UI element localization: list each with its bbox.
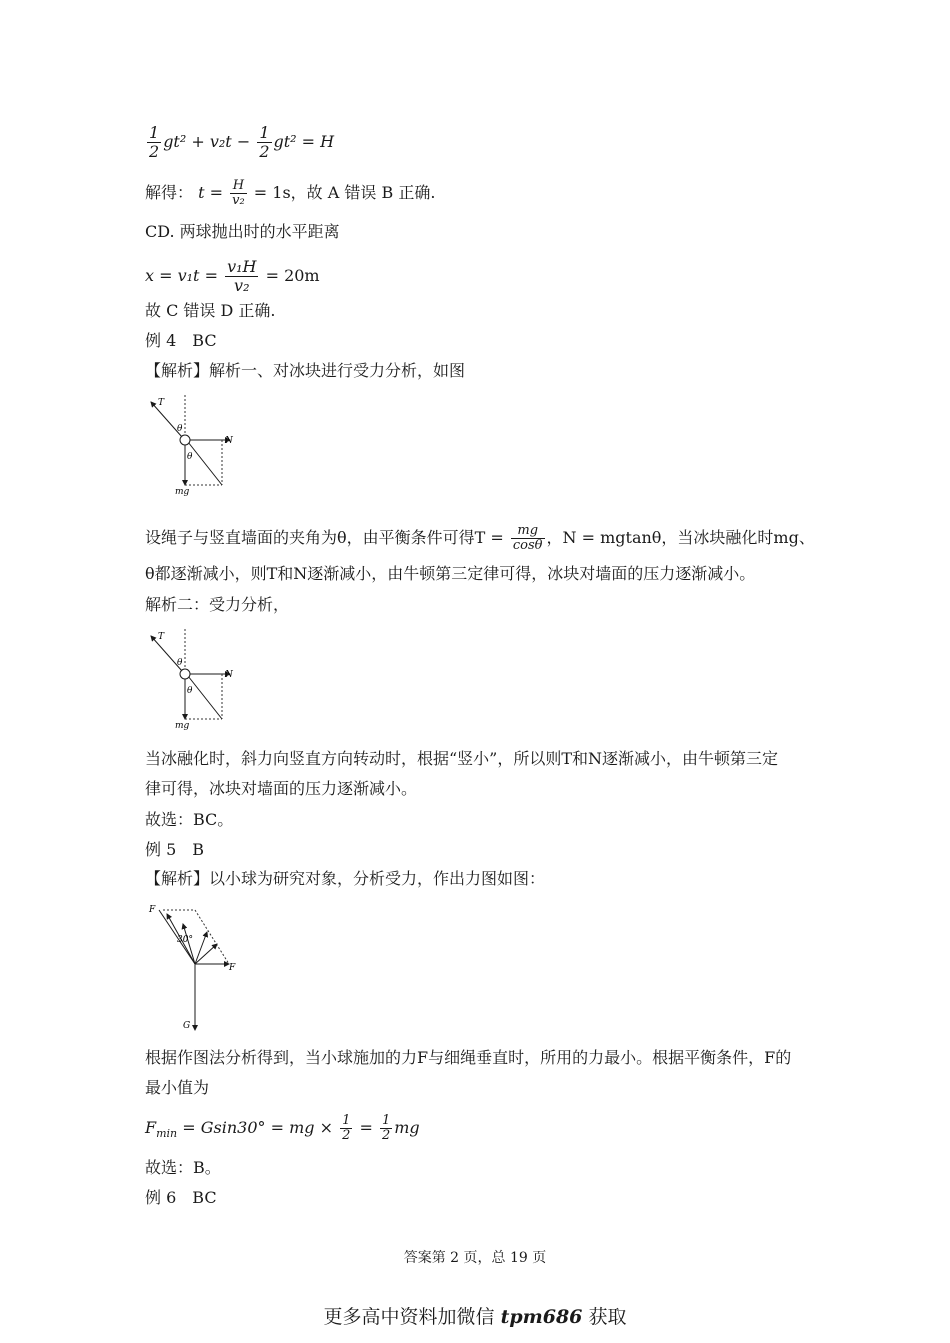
label-mg: mg	[175, 721, 190, 731]
example-4-paragraph-2: 当冰融化时，斜力向竖直方向转动时，根据“竖小”，所以则T和N逐渐减小，由牛顿第三定	[145, 749, 779, 768]
horizontal-distance-equation: x = v₁t = $\frac{\text{v₁H}}{\text{v₂}}$ = 20m	[145, 257, 320, 295]
wechat-id: tpm686	[500, 1306, 583, 1328]
example-4-choice: 故选：BC。	[145, 810, 234, 829]
dashed-side	[195, 910, 229, 964]
example-4-paragraph-1: 设绳子与竖直墙面的夹角为θ，由平衡条件可得T = $\frac{mg}{\cos\theta}$ ，N = mgtanθ，当冰块融化时mg、	[145, 523, 815, 553]
label-theta-2: θ	[187, 452, 193, 462]
example-4-answer: 例 4 BC	[145, 331, 217, 350]
resultant-line	[188, 676, 222, 719]
page-footer: 答案第 2 页，总 19 页	[403, 1250, 547, 1266]
resultant-line	[188, 442, 222, 485]
label-theta-2: θ	[187, 686, 193, 696]
label-T: T	[158, 632, 165, 642]
ice-block	[180, 669, 190, 679]
cd-intro: CD. 两球抛出时的水平距离	[145, 222, 340, 241]
label-angle-30: 30°	[177, 935, 193, 945]
promo-banner: 更多高中资料加微信 tpm686 获取	[323, 1306, 627, 1328]
ice-block	[180, 435, 190, 445]
fmin-equation: $F_{min} = Gsin30^\circ$ = mg × $\frac{1}{2}$ = $\frac{1}{2}$ mg	[145, 1113, 420, 1143]
label-N: N	[225, 670, 233, 680]
cd-conclusion: 故 C 错误 D 正确.	[145, 301, 276, 320]
label-theta-1: θ	[177, 658, 183, 668]
force-diagram-3	[145, 900, 245, 1035]
example-5-paragraph-cont: 最小值为	[145, 1078, 210, 1097]
force-diagram-2	[145, 627, 245, 732]
solve-t-line: 解得： t = $\frac{H}{\text{v₂}}$ = 1s，故 A 错误 B 正确.	[145, 178, 436, 208]
example-4-analysis-heading: 【解析】解析一、对冰块进行受力分析，如图	[145, 361, 466, 380]
label-N: N	[225, 436, 233, 446]
example-4-paragraph-1-cont: θ都逐渐减小，则T和N逐渐减小，由牛顿第三定律可得，冰块对墙面的压力逐渐减小。	[145, 564, 756, 583]
equation-motion: $\frac{1}{2}$ gt² + v₂t − $\frac{1}{2}$ gt² = H	[149, 123, 335, 161]
label-theta-1: θ	[177, 424, 183, 434]
label-F-top: F	[149, 905, 156, 915]
example-5-choice: 故选：B。	[145, 1158, 221, 1177]
force-diagram-1	[145, 393, 245, 498]
example-5-answer: 例 5 B	[145, 840, 205, 859]
example-5-paragraph: 根据作图法分析得到，当小球施加的力F与细绳垂直时，所用的力最小。根据平衡条件，F的	[145, 1048, 792, 1067]
label-T: T	[158, 398, 165, 408]
label-F-right: F	[229, 963, 236, 973]
label-G: G	[183, 1021, 191, 1031]
example-4-paragraph-2-cont: 律可得，冰块对墙面的压力逐渐减小。	[145, 779, 418, 798]
label-mg: mg	[175, 487, 190, 497]
example-5-analysis-heading: 【解析】以小球为研究对象，分析受力，作出力图如图：	[145, 869, 546, 888]
example-4-method-2: 解析二：受力分析，	[145, 595, 290, 614]
example-6-answer: 例 6 BC	[145, 1188, 217, 1207]
